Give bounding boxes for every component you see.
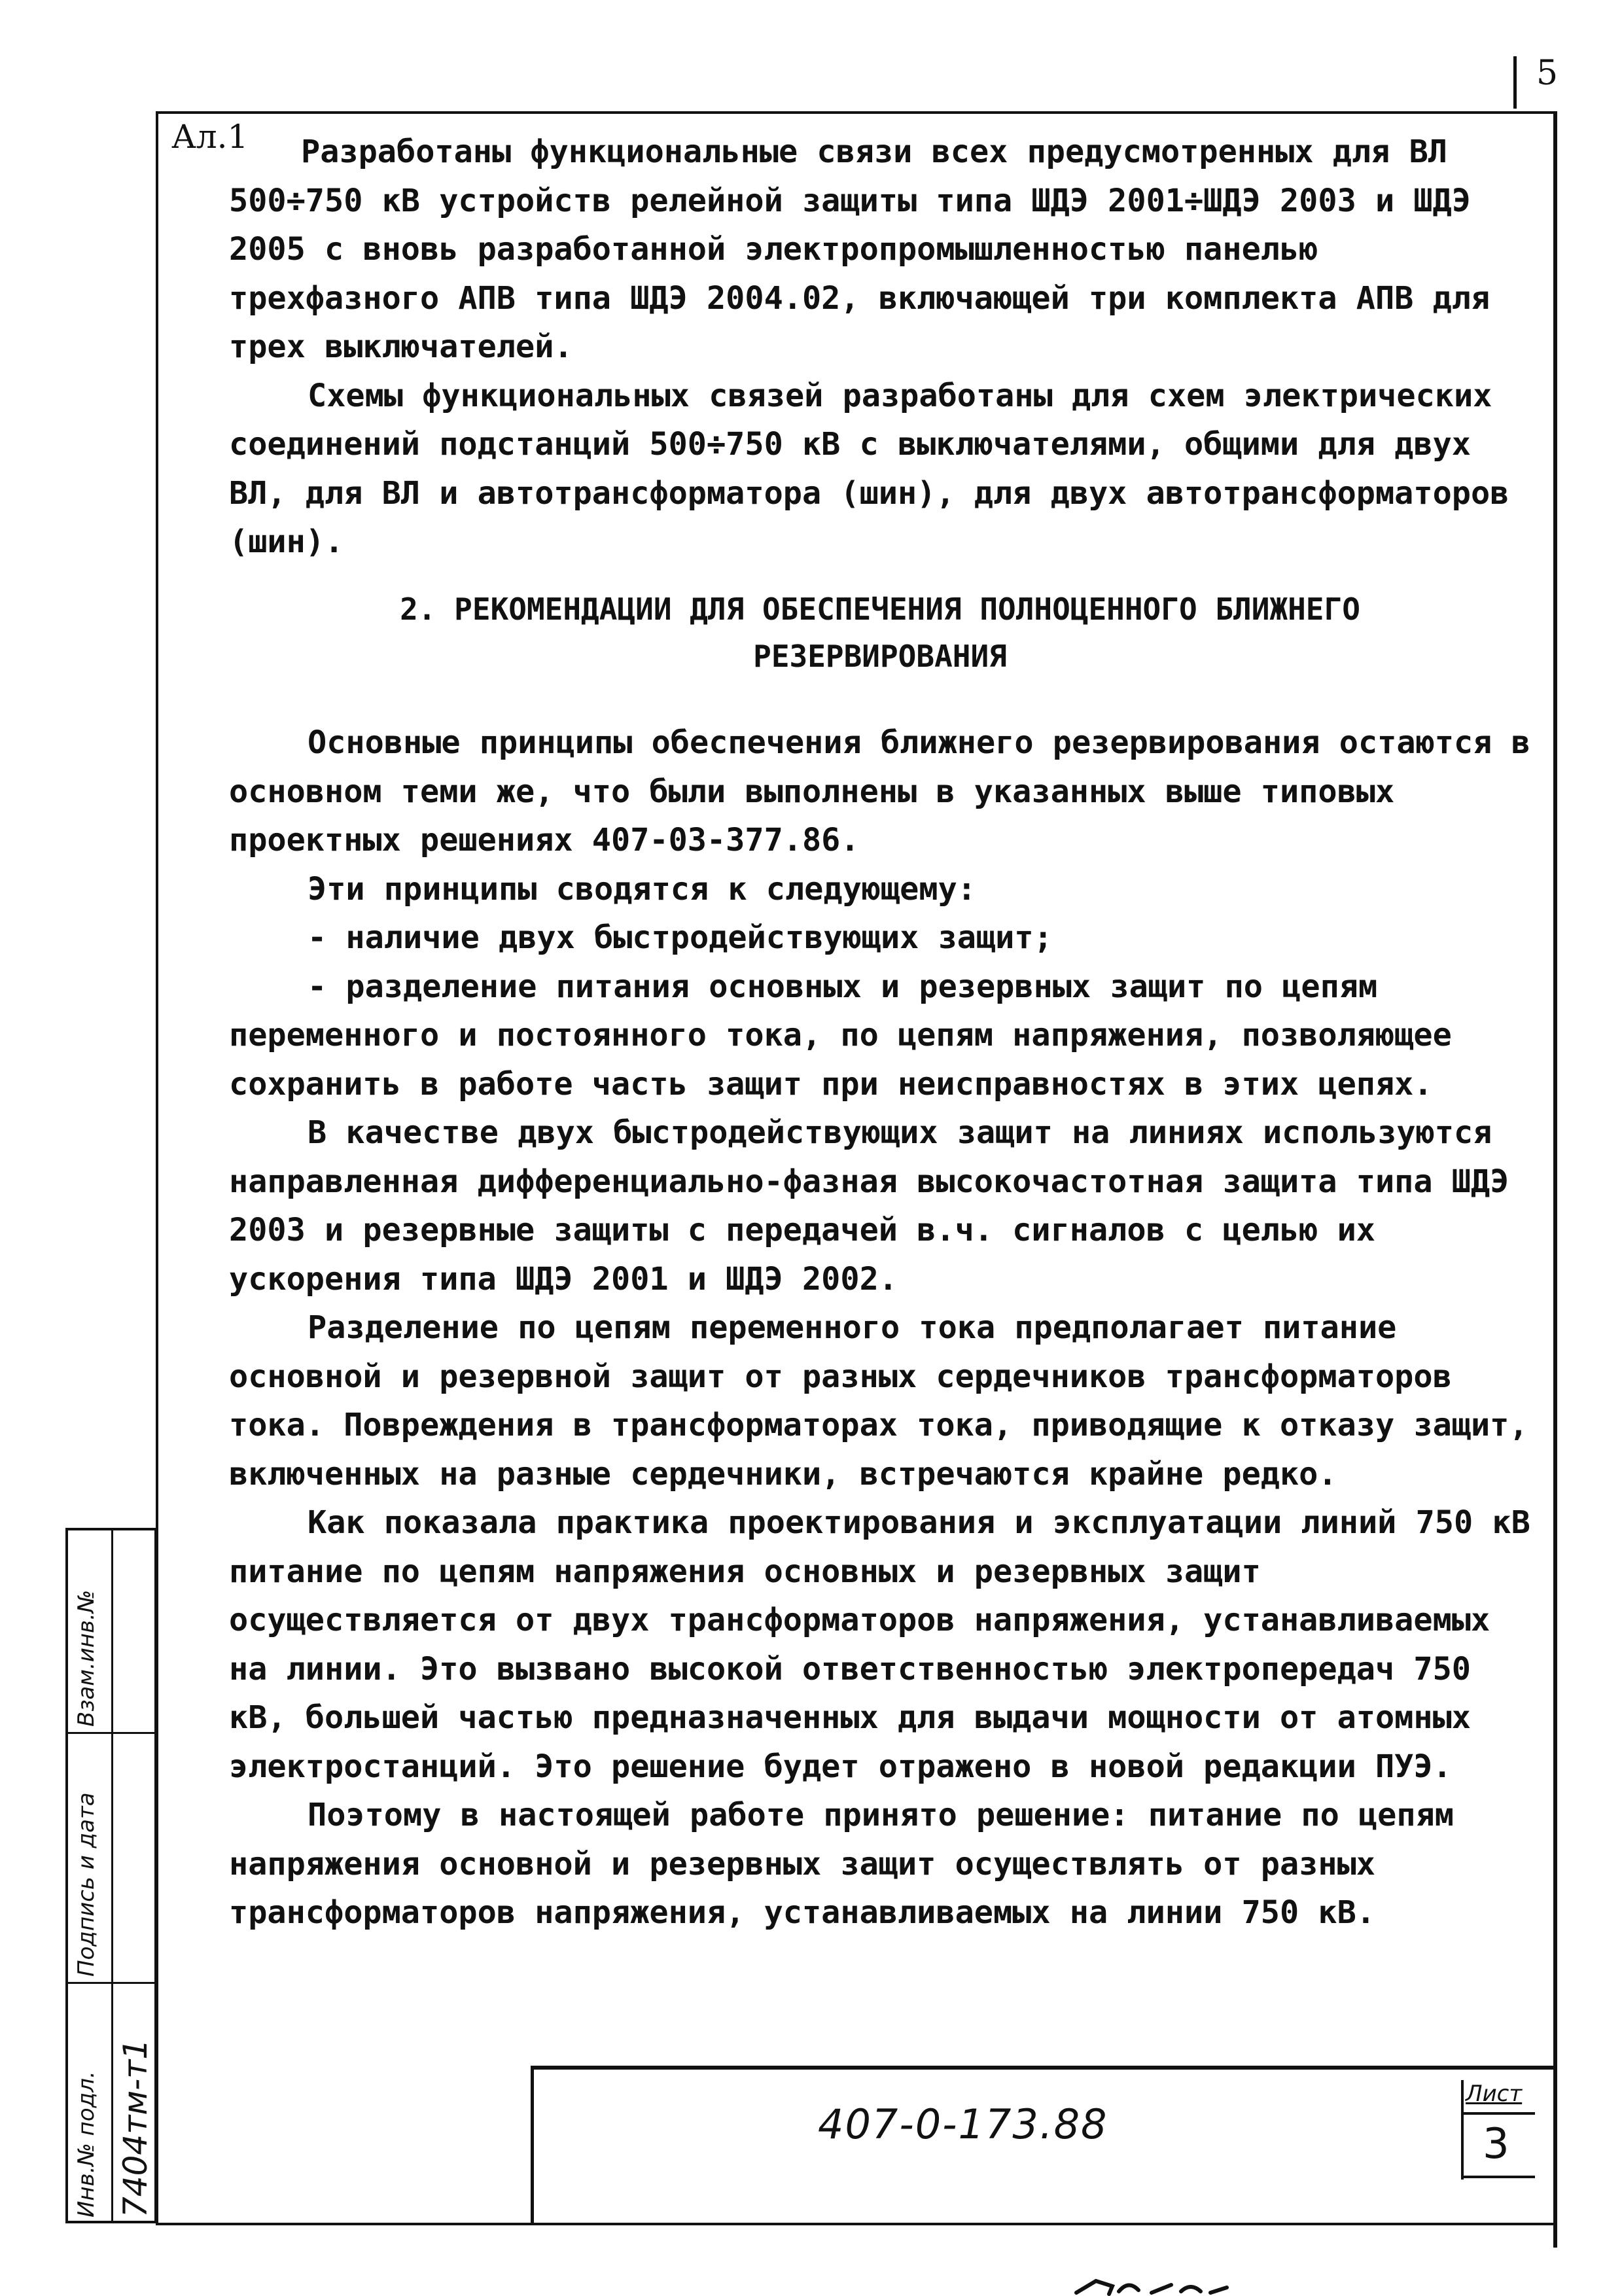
handwritten-mark: [1073, 2267, 1230, 2296]
list-item: - разделение питания основных и резервных защит по цепям переменного и постоянного тока, по цепям напряжения, позволяющее сохранить в работе часть защит при неисправностях в этих цепях.: [229, 968, 1452, 1103]
strip-label-inv-no: Инв.№ подл.: [73, 2071, 99, 2217]
strip-label-vzam-inv: Взам.инв.№: [73, 1589, 99, 1727]
sheet-divider: [1461, 2176, 1535, 2178]
sheet-label: Лист: [1466, 2081, 1523, 2107]
page-number-divider: [1513, 56, 1517, 109]
body-text-intro: [229, 128, 1531, 567]
sheet-divider: [1461, 2112, 1535, 2115]
paragraph: Поэтому в настоящей работе принято решение: питание по цепям напряжения основной и резервных защит осуществлять от разных трансформаторов напряжения, устанавливаемых на линии 750 кВ.: [229, 1797, 1454, 1931]
strip-inv-value: 7404тм-т1: [116, 2038, 154, 2217]
paragraph: Схемы функциональных связей разработаны для схем электрических соединений подстанций 500÷750 кВ с выключателями, общими для двух ВЛ, для ВЛ и автотрансформатора (шин), для двух автотрансформаторов (шин).: [229, 377, 1509, 560]
section-heading-line1: 2. РЕКОМЕНДАЦИИ ДЛЯ ОБЕСПЕЧЕНИЯ ПОЛНОЦЕННОГО БЛИЖНЕГО: [400, 592, 1360, 627]
page-number: 5: [1536, 54, 1559, 93]
paragraph: Как показала практика проектирования и эксплуатации линий 750 кВ питание по цепям напряжения основных и резервных защит осуществляется от двух трансформаторов напряжения, устанавливаемых на линии. Это вызвано высокой ответственностью электропередач 750 кВ, большей частью предназначенных для выдачи мощности от атомных электростанций. Это решение будет отражено в новой редакции ПУЭ.: [229, 1504, 1530, 1785]
paragraph: В качестве двух быстродействующих защит на линиях используются направленная дифференциально-фазная высокочастотная защита типа ШДЭ 2003 и резервные защиты с передачей в.ч. сигналов с целью их ускорения типа ШДЭ 2001 и ШДЭ 2002.: [229, 1114, 1509, 1298]
section-heading: [229, 586, 1531, 680]
paragraph: Разработаны функциональные связи всех предусмотренных для ВЛ 500÷750 кВ устройств релейной защиты типа ШДЭ 2001÷ШДЭ 2003 и ШДЭ 2005 с вновь разработанной электропромышленностью панелью трехфазного АПВ типа ШДЭ 2004.02, включающей три комплекта АПВ для трех выключателей.: [229, 133, 1490, 365]
frame-line-extension: [1553, 2225, 1557, 2248]
document-code: 407-0-173.88: [818, 2100, 1108, 2148]
paragraph: Эти принципы сводятся к следующему:: [308, 870, 976, 908]
section-heading-line2: РЕЗЕРВИРОВАНИЯ: [753, 639, 1007, 674]
approval-strip: [65, 1528, 157, 2223]
paragraph: Основные принципы обеспечения ближнего резервирования остаются в основном теми же, что были выполнены в указанных выше типовых проектных решениях 407-03-377.86.: [229, 724, 1530, 858]
strip-divider: [68, 1732, 154, 1734]
strip-label-podpis-data: Подпись и дата: [73, 1792, 99, 1977]
margin-note: Ал.1: [171, 118, 249, 156]
list-item: - наличие двух быстродействующих защит;: [308, 919, 1053, 956]
body-text-main: [229, 718, 1531, 1937]
sheet-number: 3: [1483, 2120, 1509, 2168]
paragraph: Разделение по цепям переменного тока предполагает питание основной и резервной защит от разных сердечников трансформаторов тока. Повреждения в трансформаторах тока, приводящие к отказу защит, включенных на разные сердечники, встречаются крайне редко.: [229, 1309, 1528, 1492]
strip-divider: [68, 1982, 154, 1984]
